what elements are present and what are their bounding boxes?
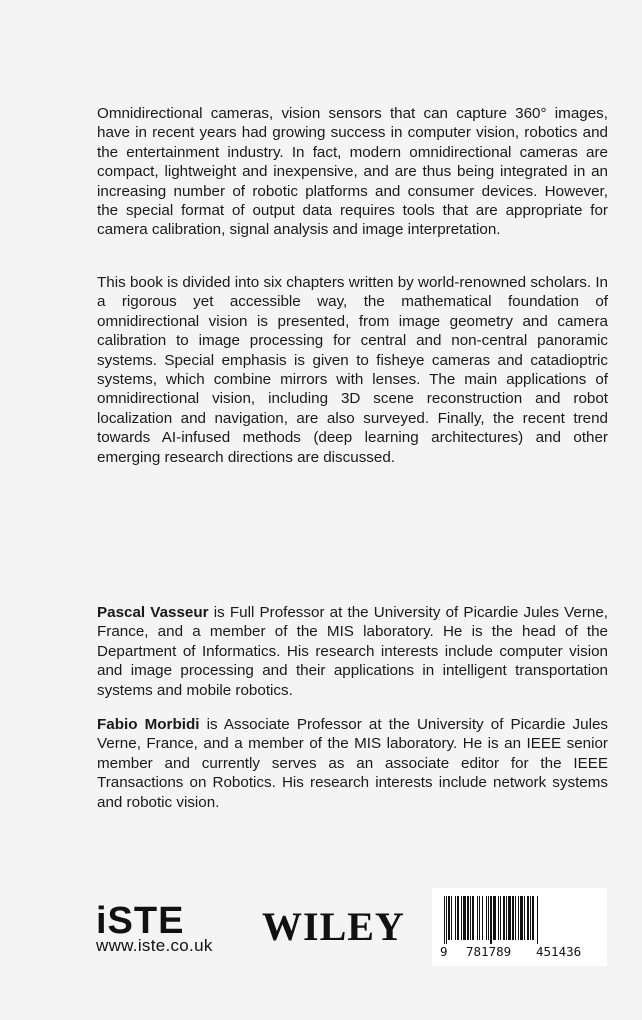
barcode-digit-group-2: 781789 xyxy=(466,944,512,959)
iste-logo: iSTE xyxy=(96,900,185,942)
description-paragraph-1: Omnidirectional cameras, vision sensors that can capture 360° images, have in recent years had growing success in computer vision, robotics and the entertainment industry. In fact, modern omnidirectional cameras are compact, lightweight and inexpensive, and are thus being integrated in an increasing number of robotic platforms and consumer devices. However, the special format of output data requires tools that are appropriate for camera calibration, signal analysis and image interpretation. xyxy=(97,105,608,239)
author-bio-text-2: is Associate Professor at the University of Picardie Jules Verne, France, and a member of the MIS laboratory. He is an IEEE senior member and currently serves as an associate editor for the IEEE Transactions on Robotics. His research interests include network systems and robotic vision. xyxy=(97,716,608,811)
description-paragraph-2: This book is divided into six chapters written by world-renowned scholars. In a rigorous yet accessible way, the mathematical foundation of omnidirectional vision is presented, from image geometry and camera calibration to image processing for central and non-central panoramic systems. Special emphasis is given to fisheye cameras and catadioptric systems, which combine mirrors with lenses. The main applications of omnidirectional vision, including 3D scene reconstruction and robot localization and navigation, are also surveyed. Finally, the recent trend towards AI-infused methods (deep learning architectures) and other emerging research directions are discussed. xyxy=(97,274,608,466)
author-name-1: Pascal Vasseur xyxy=(97,604,209,621)
author-bio-2 xyxy=(97,715,608,812)
barcode-bars xyxy=(442,896,598,944)
author-name-2: Fabio Morbidi xyxy=(97,716,200,733)
barcode-digit-group-3: 451436 xyxy=(536,944,582,959)
author-bio-1 xyxy=(97,603,608,700)
isbn-barcode xyxy=(432,888,607,966)
iste-url[interactable]: www.iste.co.uk xyxy=(96,936,213,955)
wiley-logo: WILEY xyxy=(262,904,405,949)
barcode-digit-group-1: 9 xyxy=(440,944,448,959)
author-bio-text-1: is Full Professor at the University of Picardie Jules Verne, France, and a member of the MIS laboratory. He is the head of the Department of Informatics. His research interests include computer vision and image processing and their applications in intelligent transportation systems and mobile robotics. xyxy=(97,604,608,699)
